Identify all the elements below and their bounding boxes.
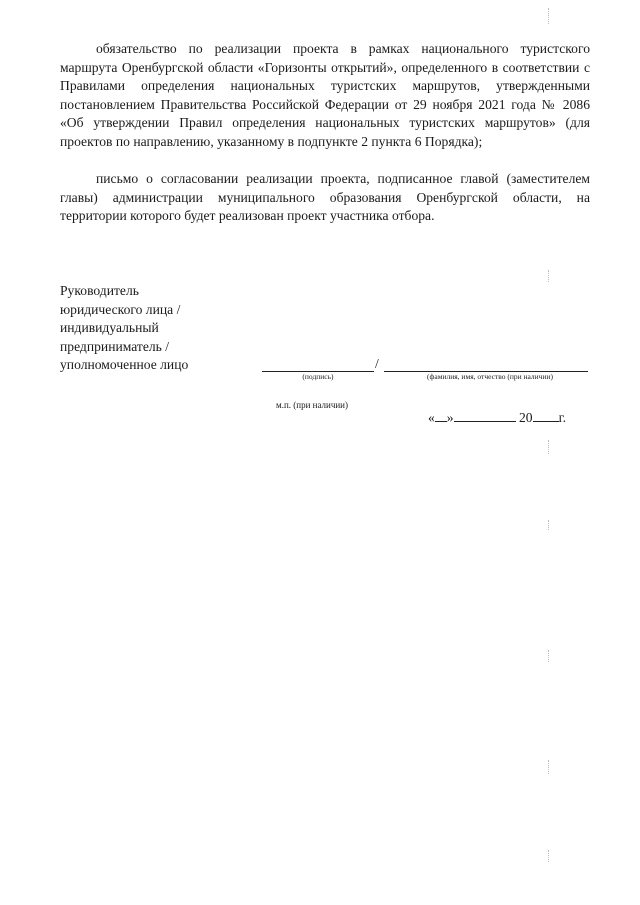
signer-line: Руководитель (60, 283, 139, 298)
signer-line: индивидуальный (60, 320, 159, 336)
scan-artifact (548, 440, 549, 454)
scan-artifact (548, 8, 549, 24)
scan-artifact (548, 760, 549, 774)
date-close-quote: » (446, 410, 454, 425)
paragraph-approval-letter: письмо о согласовании реализации проекта, подписанное главой (заместителем главы) администрации муниципального образования Оренбургской области, на территории которого будет реализован проект участника отбора. (60, 171, 590, 224)
scan-artifact (548, 650, 549, 662)
signer-line: уполномоченное лицо (60, 357, 189, 373)
scan-artifact (548, 850, 549, 862)
signature-caption: (подпись) (302, 372, 334, 381)
stamp-note: м.п. (при наличии) (276, 400, 348, 410)
signer-line: юридического лица / (60, 301, 181, 317)
separator-slash: / (375, 356, 379, 371)
paragraph-obligation: обязательство по реализации проекта в рамках национального туристского маршрута Оренбургской области «Горизонты открытий», определенного в соответствии с Правилами определения национальных туристских маршрутов, утвержденными постановлением Правительства Российской Федерации от 29 ноября 2021 года № 2086 «Об утверждении Правил определения национальных туристских маршрутов» (для проектов по направлению, указанному в подпункте 2 пункта 6 Порядка); (60, 41, 590, 149)
month-blank (454, 410, 516, 422)
scan-artifact (548, 520, 549, 530)
signer-title (60, 282, 250, 375)
year-prefix: 20 (519, 410, 533, 425)
year-suffix: г. (558, 410, 567, 425)
year-blank (533, 410, 559, 422)
date-field (428, 410, 566, 426)
name-caption: (фамилия, имя, отчество (при наличии) (427, 372, 553, 381)
scan-artifact (548, 270, 549, 282)
signer-line: предприниматель / (60, 338, 170, 354)
day-blank (435, 410, 447, 422)
date-open-quote: « (428, 410, 435, 425)
